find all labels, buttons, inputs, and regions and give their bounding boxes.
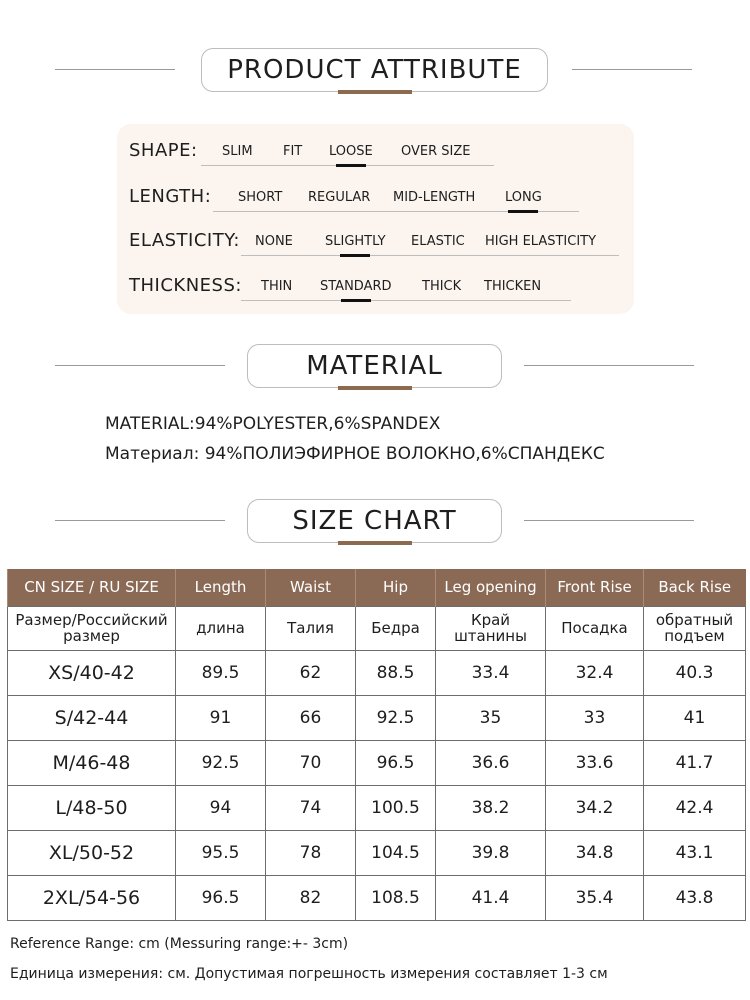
- attr-option: SLIM: [222, 144, 253, 159]
- column-header: Hip: [356, 569, 436, 606]
- table-cell: XL/50-52: [8, 830, 176, 875]
- title-underline: [338, 541, 412, 545]
- size-chart-title: SIZE CHART: [247, 499, 502, 543]
- ru-column-header: Размер/Российский размер: [8, 606, 176, 650]
- attr-option: NONE: [255, 234, 293, 249]
- table-cell: 96.5: [356, 740, 436, 785]
- attr-rule: [241, 255, 619, 256]
- material-title: MATERIAL: [247, 344, 502, 388]
- product-attribute-header: [0, 48, 750, 92]
- table-cell: 33.6: [546, 740, 644, 785]
- ru-column-header: Посадка: [546, 606, 644, 650]
- table-cell: 43.8: [644, 875, 746, 920]
- table-cell: 70: [266, 740, 356, 785]
- table-cell: 62: [266, 650, 356, 695]
- table-cell: 82: [266, 875, 356, 920]
- attr-option: THICKEN: [484, 279, 542, 294]
- table-cell: 94: [176, 785, 266, 830]
- table-cell: 41.4: [436, 875, 546, 920]
- table-cell: 36.6: [436, 740, 546, 785]
- divider-line: [524, 520, 694, 521]
- attr-option-selected: LOOSE: [329, 144, 373, 159]
- material-en: MATERIAL:94%POLYESTER,6%SPANDEX: [105, 414, 441, 434]
- column-header: CN SIZE / RU SIZE: [8, 569, 176, 606]
- table-cell: 38.2: [436, 785, 546, 830]
- table-row: [8, 785, 746, 830]
- ru-column-header: Талия: [266, 606, 356, 650]
- table-cell: 40.3: [644, 650, 746, 695]
- title-underline: [338, 90, 412, 94]
- table-cell: 43.1: [644, 830, 746, 875]
- table-cell: 108.5: [356, 875, 436, 920]
- material-ru: Материал: 94%ПОЛИЭФИРНОЕ ВОЛОКНО,6%СПАНДЕКС: [105, 444, 605, 464]
- table-cell: 39.8: [436, 830, 546, 875]
- material-header: [0, 344, 750, 388]
- column-header: Length: [176, 569, 266, 606]
- attr-option: FIT: [283, 144, 303, 159]
- attr-option-selected: SLIGHTLY: [325, 234, 386, 249]
- table-cell: 2XL/54-56: [8, 875, 176, 920]
- attr-option: MID-LENGTH: [393, 190, 476, 205]
- table-cell: 100.5: [356, 785, 436, 830]
- column-header: Front Rise: [546, 569, 644, 606]
- attr-option: HIGH ELASTICITY: [485, 234, 597, 249]
- table-cell: M/46-48: [8, 740, 176, 785]
- table-cell: 34.2: [546, 785, 644, 830]
- column-header: Waist: [266, 569, 356, 606]
- product-attribute-title: PRODUCT ATTRIBUTE: [201, 48, 548, 92]
- table-row: [8, 830, 746, 875]
- divider-line: [55, 365, 225, 366]
- table-cell: L/48-50: [8, 785, 176, 830]
- ru-column-header: Бедра: [356, 606, 436, 650]
- table-cell: 35: [436, 695, 546, 740]
- ru-column-header: Край штанины: [436, 606, 546, 650]
- table-cell: 33.4: [436, 650, 546, 695]
- reference-note-ru: Единица измерения: см. Допустимая погрешность измерения составляет 1-3 см: [10, 966, 608, 982]
- divider-line: [55, 520, 225, 521]
- attr-rule: [241, 300, 571, 301]
- table-cell: 78: [266, 830, 356, 875]
- table-cell: 89.5: [176, 650, 266, 695]
- attr-option: SHORT: [238, 190, 283, 205]
- table-cell: 66: [266, 695, 356, 740]
- title-underline: [338, 386, 412, 390]
- table-cell: 88.5: [356, 650, 436, 695]
- size-table: [7, 569, 746, 921]
- table-cell: 95.5: [176, 830, 266, 875]
- attr-option: OVER SIZE: [401, 144, 471, 159]
- attr-option-selected: STANDARD: [320, 279, 392, 294]
- table-cell: 42.4: [644, 785, 746, 830]
- attr-option: THIN: [261, 279, 293, 294]
- ru-column-header: длина: [176, 606, 266, 650]
- table-cell: S/42-44: [8, 695, 176, 740]
- size-table-ru-header-row: [8, 606, 746, 650]
- column-header: Back Rise: [644, 569, 746, 606]
- divider-line: [55, 69, 175, 70]
- table-cell: 92.5: [356, 695, 436, 740]
- attribute-panel: SHAPE: SLIM FIT LOOSE OVER SIZE LENGTH: SHORT REGULAR MID-LENGTH LONG ELASTICITY: NONE SLIGHTLY ELASTIC HIGH ELASTICITY THICKNESS: THIN STANDARD THICK THICKEN: [117, 124, 634, 314]
- ru-column-header: обратный подъем: [644, 606, 746, 650]
- table-row: [8, 875, 746, 920]
- table-cell: 74: [266, 785, 356, 830]
- table-cell: 96.5: [176, 875, 266, 920]
- table-cell: 41.7: [644, 740, 746, 785]
- table-cell: 34.8: [546, 830, 644, 875]
- size-chart-header: [0, 499, 750, 543]
- table-row: [8, 695, 746, 740]
- table-row: [8, 650, 746, 695]
- reference-note-en: Reference Range: cm (Messuring range:+- 3cm): [10, 936, 349, 952]
- attr-option-selected: LONG: [505, 190, 542, 205]
- table-cell: 41: [644, 695, 746, 740]
- table-row: [8, 740, 746, 785]
- attr-option: ELASTIC: [411, 234, 465, 249]
- table-cell: 104.5: [356, 830, 436, 875]
- divider-line: [524, 365, 694, 366]
- divider-line: [572, 69, 692, 70]
- size-table-header-row: [8, 569, 746, 606]
- table-cell: 32.4: [546, 650, 644, 695]
- attr-option: THICK: [422, 279, 462, 294]
- table-cell: 35.4: [546, 875, 644, 920]
- table-cell: XS/40-42: [8, 650, 176, 695]
- attr-option: REGULAR: [308, 190, 371, 205]
- table-cell: 33: [546, 695, 644, 740]
- table-cell: 91: [176, 695, 266, 740]
- column-header: Leg opening: [436, 569, 546, 606]
- table-cell: 92.5: [176, 740, 266, 785]
